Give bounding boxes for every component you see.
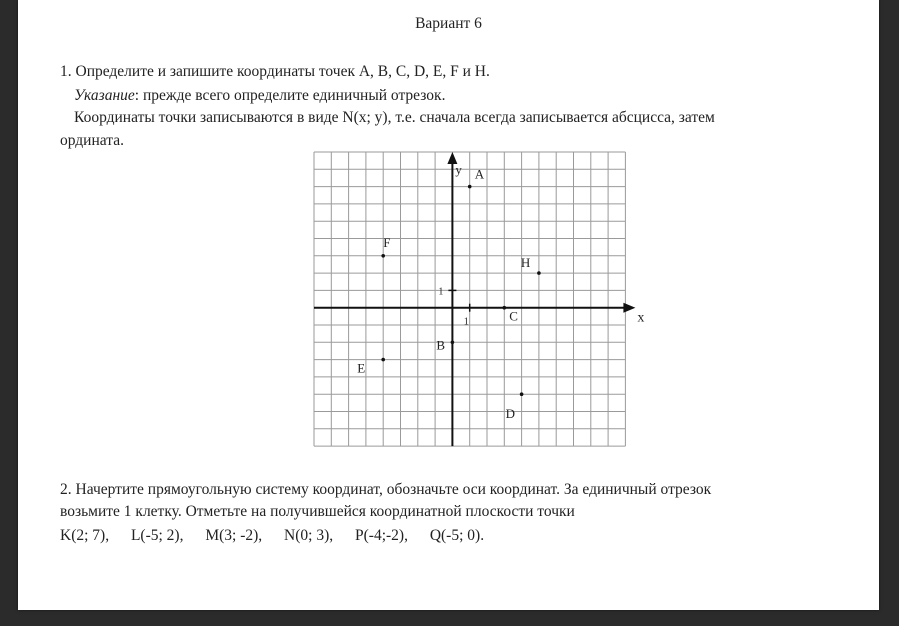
- point-label-A: A: [474, 166, 485, 182]
- point-F: [381, 254, 385, 258]
- task2-point: L(-5; 2),: [130, 527, 184, 544]
- point-label-C: C: [509, 308, 518, 324]
- unit-label-y: 1: [438, 286, 444, 298]
- point-label-H: H: [520, 255, 531, 271]
- task2-instruction: 2. Начертите прямоугольную систему координат, обозначьте оси координат. За единичный отрезок: [60, 481, 712, 498]
- hint-label: Указание: [74, 87, 135, 104]
- x-axis-label: x: [637, 310, 645, 326]
- axes: [314, 152, 644, 446]
- task1-format-note-end: ордината.: [60, 132, 124, 149]
- point-A: [468, 185, 472, 189]
- point-label-B: B: [436, 337, 446, 353]
- worksheet-page: [18, 0, 879, 610]
- grid-points: [357, 167, 541, 422]
- task2-point: N(0; 3),: [284, 527, 334, 544]
- task2-point: M(3; -2),: [205, 527, 263, 544]
- task2-point-list: [60, 526, 502, 546]
- task2-instruction-cont: возьмите 1 клетку. Отметьте на получившейся координатной плоскости точки: [60, 503, 575, 520]
- task2-point: K(2; 7),: [60, 527, 110, 544]
- y-axis-label: y: [455, 162, 462, 177]
- task1-format-note: Координаты точки записываются в виде N(x; y), т.е. сначала всегда записывается абсцисса, затем: [74, 109, 715, 126]
- task1-instruction: 1. Определите и запишите координаты точек A, B, C, D, E, F и H.: [60, 63, 490, 80]
- point-label-D: D: [505, 406, 515, 422]
- task2-point: Q(-5; 0).: [429, 527, 485, 544]
- point-H: [537, 271, 541, 275]
- point-B: [451, 341, 455, 345]
- unit-label-x: 1: [463, 316, 469, 328]
- task1-hint: [74, 86, 445, 106]
- task2-point: P(-4;-2),: [355, 527, 408, 544]
- hint-text: : прежде всего определите единичный отрезок.: [134, 87, 446, 104]
- page-title: Вариант 6: [415, 15, 482, 32]
- point-label-F: F: [383, 234, 391, 250]
- point-D: [520, 392, 524, 396]
- point-label-E: E: [357, 360, 366, 376]
- coordinate-grid: [296, 152, 645, 444]
- x-axis-arrow-icon: [623, 303, 635, 313]
- point-C: [503, 306, 507, 310]
- point-E: [381, 358, 385, 362]
- grid-lines: [314, 152, 625, 446]
